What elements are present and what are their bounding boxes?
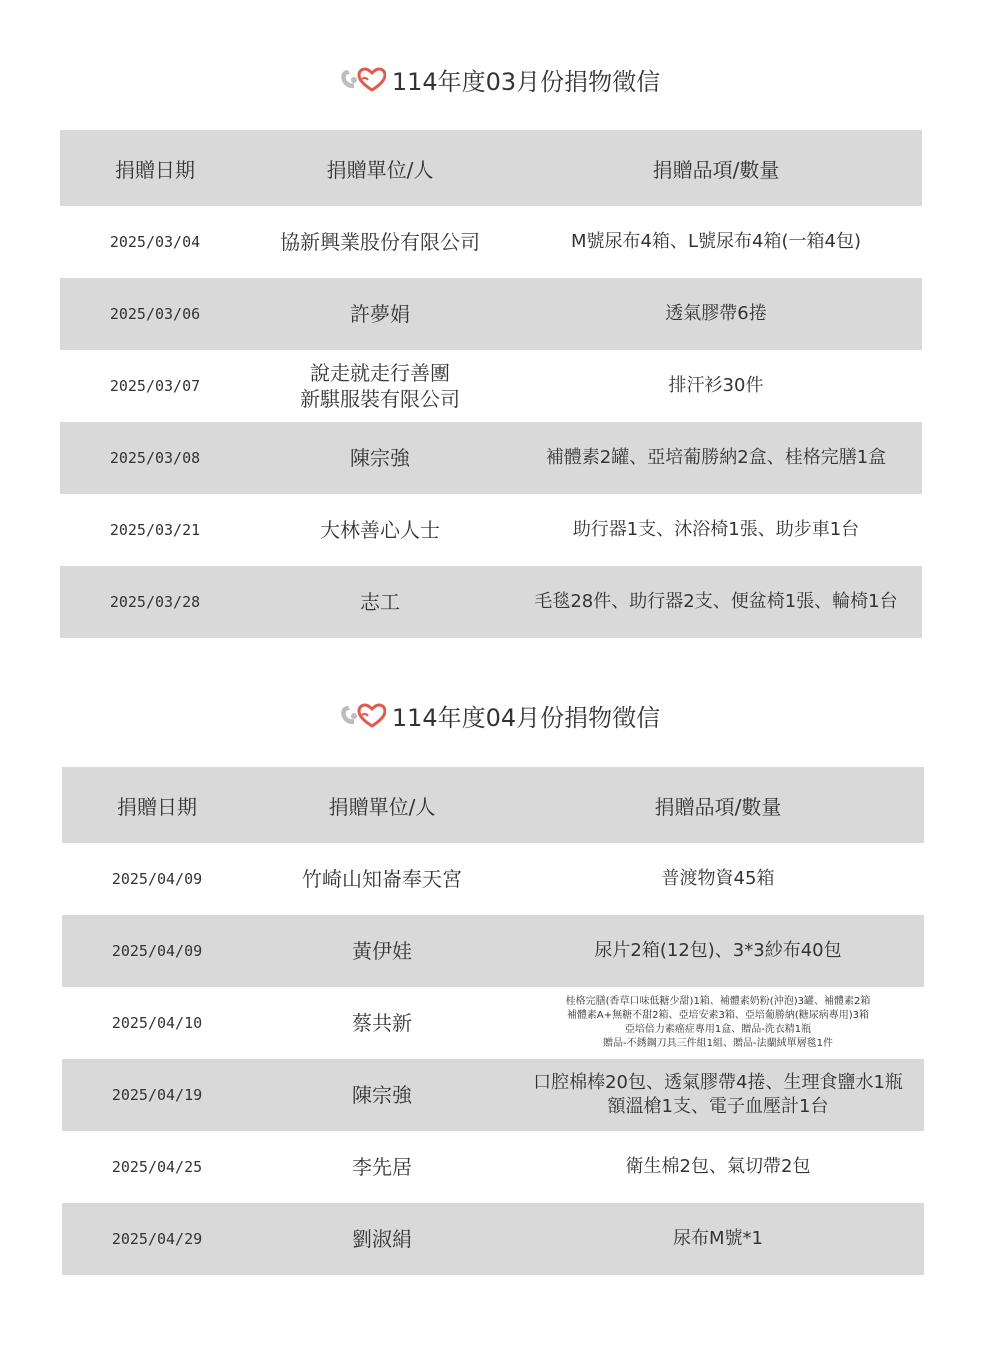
row-date: 2025/04/09 bbox=[111, 942, 203, 960]
row-donor: 陳宗強 bbox=[352, 1083, 412, 1107]
table-row bbox=[60, 566, 922, 638]
section-1-title-bar bbox=[0, 60, 1000, 98]
row-date: 2025/04/10 bbox=[111, 1014, 203, 1032]
row-donor: 劉淑絹 bbox=[352, 1227, 412, 1251]
row-donor: 說走就走行善團 新騏服裝有限公司 bbox=[300, 361, 460, 411]
row-items: 排汗衫30件 bbox=[668, 375, 764, 396]
row-donor: 志工 bbox=[360, 590, 400, 614]
row-items: 透氣膠帶6捲 bbox=[665, 303, 767, 324]
table-row bbox=[62, 1059, 924, 1131]
row-date: 2025/03/28 bbox=[109, 593, 201, 611]
header-donor: 捐贈單位/人 bbox=[326, 157, 434, 182]
row-date: 2025/03/04 bbox=[109, 233, 201, 251]
table-row bbox=[60, 278, 922, 350]
header-donor: 捐贈單位/人 bbox=[328, 794, 436, 819]
row-donor: 許夢娟 bbox=[350, 302, 410, 326]
row-donor: 李先居 bbox=[352, 1155, 412, 1179]
heart-hands-logo-icon bbox=[340, 66, 386, 92]
donation-table-march bbox=[60, 130, 922, 638]
row-donor: 竹崎山知崙奉天宮 bbox=[302, 867, 462, 891]
table-row bbox=[62, 1203, 924, 1275]
header-date: 捐贈日期 bbox=[117, 794, 197, 819]
row-items: 補體素2罐、亞培葡勝納2盒、桂格完膳1盒 bbox=[545, 447, 887, 468]
row-items: 普渡物資45箱 bbox=[661, 868, 775, 889]
row-date: 2025/03/21 bbox=[109, 521, 201, 539]
row-date: 2025/04/09 bbox=[111, 870, 203, 888]
heart-hands-logo-icon bbox=[340, 702, 386, 728]
row-donor: 陳宗強 bbox=[350, 446, 410, 470]
table-header-row bbox=[60, 130, 922, 206]
row-items: 桂格完膳(香草口味低糖少甜)1箱、補體素奶粉(沖泡)3罐、補體素2箱 補體素A+無糖不甜2箱、亞培安素3箱、亞培葡勝納(糖尿病專用)3箱 亞培倍力素癌症專用1盒、贈品-洗衣精1瓶 贈品-不銹鋼刀具三件組1組、贈品-法蘭絨單層毯1件 bbox=[565, 996, 871, 1049]
row-items: 衛生棉2包、氣切帶2包 bbox=[625, 1156, 811, 1177]
row-donor: 大林善心人士 bbox=[320, 518, 440, 542]
table-row bbox=[62, 1131, 924, 1203]
table-row bbox=[60, 422, 922, 494]
row-date: 2025/04/29 bbox=[111, 1230, 203, 1248]
row-items: 助行器1支、沐浴椅1張、助步車1台 bbox=[572, 519, 860, 540]
row-items: 口腔棉棒20包、透氣膠帶4捲、生理食鹽水1瓶 額溫槍1支、電子血壓計1台 bbox=[533, 1072, 903, 1117]
table-header-row bbox=[62, 767, 924, 843]
header-items: 捐贈品項/數量 bbox=[652, 157, 780, 182]
section-title: 114年度04月份捐物徵信 bbox=[391, 703, 661, 732]
table-row bbox=[62, 915, 924, 987]
donation-table-april bbox=[62, 767, 924, 1275]
row-date: 2025/03/06 bbox=[109, 305, 201, 323]
row-date: 2025/03/08 bbox=[109, 449, 201, 467]
row-items: 毛毯28件、助行器2支、便盆椅1張、輪椅1台 bbox=[534, 591, 898, 612]
header-date: 捐贈日期 bbox=[115, 157, 195, 182]
row-date: 2025/04/19 bbox=[111, 1086, 203, 1104]
row-items: 尿片2箱(12包)、3*3紗布40包 bbox=[594, 940, 842, 961]
row-donor: 黃伊娃 bbox=[352, 939, 412, 963]
table-row bbox=[60, 494, 922, 566]
table-row bbox=[60, 206, 922, 278]
section-title: 114年度03月份捐物徵信 bbox=[391, 67, 661, 96]
table-row bbox=[62, 843, 924, 915]
section-2-title-bar bbox=[0, 696, 1000, 734]
row-donor: 協新興業股份有限公司 bbox=[280, 230, 480, 254]
row-date: 2025/04/25 bbox=[111, 1158, 203, 1176]
row-donor: 蔡共新 bbox=[352, 1011, 412, 1035]
row-items: 尿布M號*1 bbox=[673, 1228, 763, 1249]
table-row bbox=[60, 350, 922, 422]
table-row bbox=[62, 987, 924, 1059]
row-items: M號尿布4箱、L號尿布4箱(一箱4包) bbox=[571, 231, 861, 252]
header-items: 捐贈品項/數量 bbox=[654, 794, 782, 819]
row-date: 2025/03/07 bbox=[109, 377, 201, 395]
